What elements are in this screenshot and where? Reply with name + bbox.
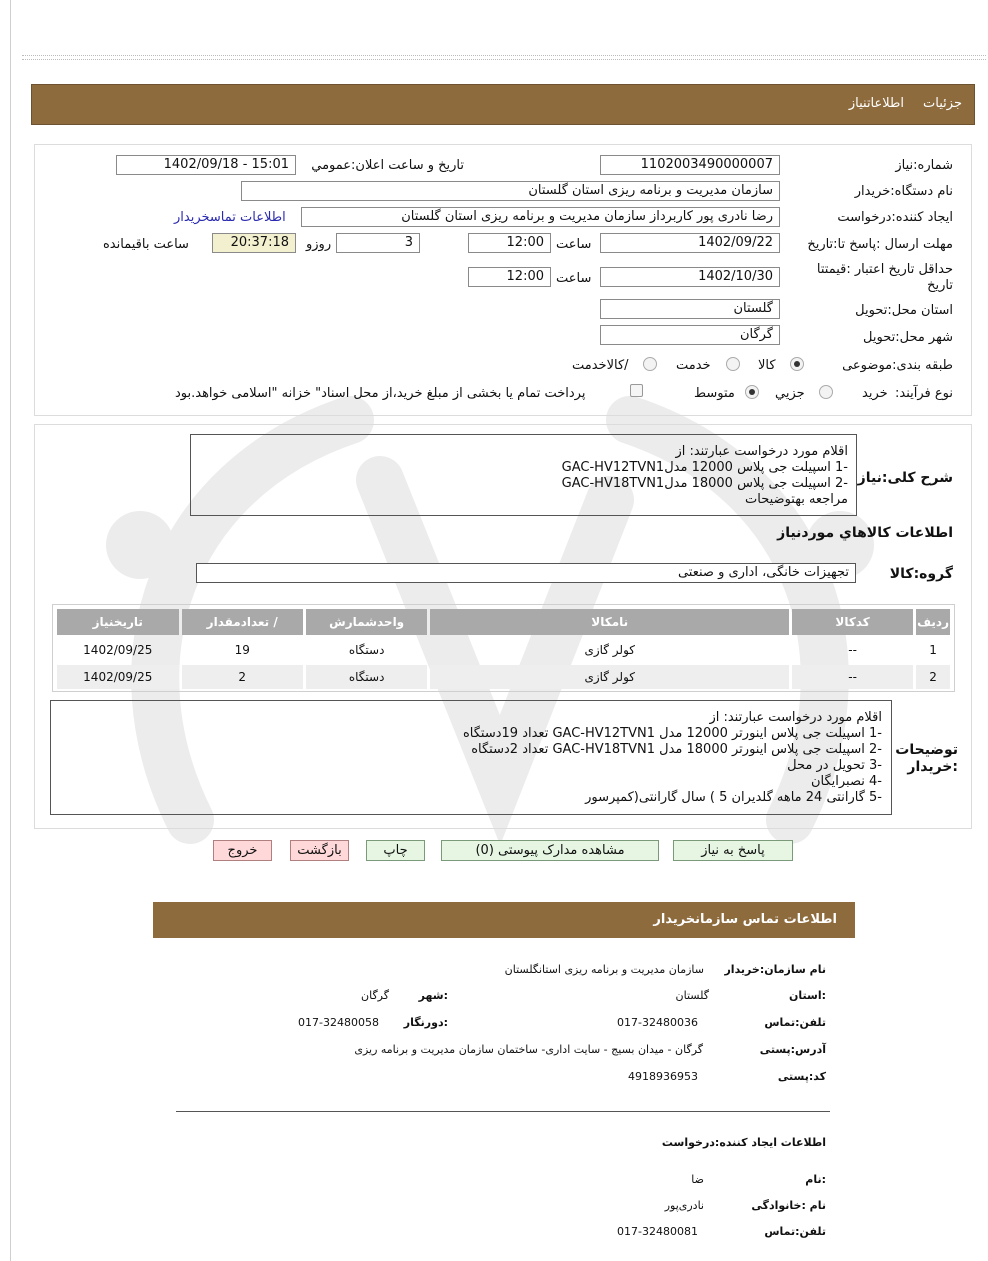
col-code: کدکالا [792,609,913,635]
goods-table [54,606,953,692]
creator-title: اطلاعات ايجاد کننده:درخواست [661,1136,826,1149]
address-label: آدرس:پستی [759,1043,826,1056]
breadcrumb-details[interactable]: جزئيات [923,96,962,111]
header-bar [31,84,975,125]
creator-family-label: نام :خانوادگی [751,1199,826,1212]
need-number-field: 1102003490000007 [600,155,780,175]
cell-name: کولر گازی [430,665,789,689]
remaining-time-field: 20:37:18 [212,233,296,253]
phone-value: 017-32480036 [617,1016,698,1029]
buyer-contact-link[interactable]: اطلاعات تماسخريدار [174,210,286,225]
note-line: -2 اسپيلت جی پلاس اينورتر 18000 مدل GAC-HV18TVN1 تعداد 2دستگاه [471,742,882,757]
creator-name-label: :نام [805,1173,826,1186]
reply-button[interactable]: پاسخ به نياز [673,840,793,861]
org-value: سازمان مديريت و برنامه ريزی استانگلستان [504,963,704,976]
back-button[interactable]: بازگشت [290,840,349,861]
remaining-label: ساعت باقيمانده [103,237,189,252]
province-label: استان محل:تحويل [855,303,953,318]
process-medium-label: متوسط [694,386,735,401]
deadline-date-field: 1402/09/22 [600,233,780,253]
need-number-label: شماره:نياز [895,158,953,173]
process-label: نوع فرآيند: [895,386,953,401]
note-line: -3 تحويل در محل [787,758,882,773]
cell-row: 2 [916,665,950,689]
contact-province-label: :استان [789,989,826,1002]
creator-phone-value: 017-32480081 [617,1225,698,1238]
category-goods-label: کالا [758,358,776,373]
category-radio-goods[interactable] [790,357,804,371]
summary-line: -1 اسپيلت جی پلاس 12000 مدلGAC-HV12TVN1 [561,460,848,475]
top-dotted-rule [22,55,986,60]
treasury-note: پرداخت تمام يا بخشی از مبلغ خريد،از محل اسناد" خزانه "اسلامی خواهد.بود [175,386,586,401]
announce-date-field: 1402/09/18 - 15:01 [116,155,296,175]
contact-city-label: :شهر [418,989,448,1002]
table-row [57,665,950,689]
requester-field: رضا نادری پور کاربرداز سازمان مديريت و برنامه ريزی استان گلستان [301,207,780,227]
phone-label: تلفن:تماس [764,1016,826,1029]
note-line: -1 اسپيلت جی پلاس اينورتر 12000 مدل GAC-HV12TVN1 تعداد 19دستگاه [462,726,882,741]
validity-time-field: 12:00 [468,267,551,287]
validity-time-label: ساعت [556,271,592,286]
category-goods-service-label: /کالاخدمت [572,358,629,373]
contact-city-value: گرگان [361,989,389,1002]
col-unit: واحدشمارش [306,609,428,635]
days-field: 3 [336,233,420,253]
cell-qty: 19 [234,643,250,657]
creator-name-value: ضا [691,1173,704,1186]
treasury-checkbox[interactable] [630,384,643,397]
cell-row: 1 [929,643,937,657]
days-label: روزو [306,237,332,252]
cell-code: -- [848,643,857,657]
summary-line: اقلام مورد درخواست عبارتند: از [675,444,848,459]
creator-phone-label: تلفن:تماس [764,1225,826,1238]
requester-label: ايجاد کننده:درخواست [837,210,953,225]
table-row [57,638,950,662]
col-row: رديف [916,609,950,635]
note-line: -5 گارانتی 24 ماهه گلديران 5 ) سال گارانتی(کمپرسور [585,790,882,805]
summary-label: شرح کلی:نياز [857,470,953,486]
category-radio-goods-service[interactable] [643,357,657,371]
goods-info-title: اطلاعات کالاهاي موردنياز [777,525,953,541]
postal-value: 4918936953 [628,1070,698,1083]
contact-divider [176,1111,830,1112]
buyer-notes-box [50,700,892,815]
deadline-label: مهلت ارسال :پاسخ تا:تاريخ [807,237,953,252]
deadline-time-label: ساعت [556,237,592,252]
city-field: گرگان [600,325,780,345]
note-line: اقلام مورد درخواست عبارتند: از [709,710,882,725]
cell-code: -- [792,665,913,689]
fax-label: :دورنگار [403,1016,448,1029]
category-radio-service[interactable] [726,357,740,371]
buyer-org-field: سازمان مديريت و برنامه ريزی استان گلستان [241,181,780,201]
contact-header-bar [153,902,855,938]
deadline-time-field: 12:00 [468,233,551,253]
table-header-row [57,609,950,635]
process-minor-label: جزيي [775,386,805,401]
announce-date-label: تاريخ و ساعت اعلان:عمومي [311,158,464,173]
city-label: شهر محل:تحويل [863,330,953,345]
cell-qty: 2 [182,665,303,689]
validity-date-field: 1402/10/30 [600,267,780,287]
goods-group-label: گروه:کالا [889,566,953,582]
col-name: نامکالا [430,609,789,635]
creator-family-value: نادری‌پور [664,1199,704,1212]
province-field: گلستان [600,299,780,319]
note-line: -4 نصبرايگان [810,774,882,789]
cell-date: 1402/09/25 [83,643,153,657]
org-label: نام سازمان:خريدار [724,963,826,976]
process-radio-minor[interactable] [819,385,833,399]
cell-unit: دستگاه [306,665,428,689]
fax-value: 017-32480058 [298,1016,379,1029]
postal-label: کد:پستی [777,1070,826,1083]
category-label: طبقه بندی:موضوعی [842,358,953,373]
print-button[interactable]: چاپ [366,840,425,861]
view-attachments-button[interactable]: مشاهده مدارک پيوستی (0) [441,840,659,861]
address-value: گرگان - ميدان بسيج - سايت اداری- ساختمان سازمان مديريت و برنامه ريزی [354,1043,703,1056]
col-qty: / تعدادمقدار [182,609,303,635]
col-date: تاريخنياز [57,609,179,635]
goods-group-field: تجهيزات خانگی، اداری و صنعتی [196,563,856,583]
buyer-org-label: نام دستگاه:خريدار [854,184,953,199]
buyer-notes-label: توضيحات :خريدار [895,742,958,775]
page-left-border [10,0,11,1261]
contact-province-value: گلستان [675,989,709,1002]
cell-unit: دستگاه [348,643,385,657]
summary-line: مراجعه بهتوضيحات [745,492,848,507]
breadcrumb-need-info[interactable]: اطلاعاتنياز [848,96,904,111]
process-radio-medium[interactable] [745,385,759,399]
validity-label: حداقل تاريخ اعتبار :قيمتتا تاريخ [816,262,953,293]
contact-title: اطلاعات تماس سازمانخريدار [653,912,837,927]
cell-name: کولر گازی [584,643,635,657]
summary-line: -2 اسپيلت جی پلاس 18000 مدلGAC-HV18TVN1 [561,476,848,491]
category-service-label: خدمت [676,358,711,373]
cell-date: 1402/09/25 [57,665,179,689]
process-buy-label: خريد [862,386,888,401]
summary-box [190,434,857,516]
exit-button[interactable]: خروج [213,840,272,861]
